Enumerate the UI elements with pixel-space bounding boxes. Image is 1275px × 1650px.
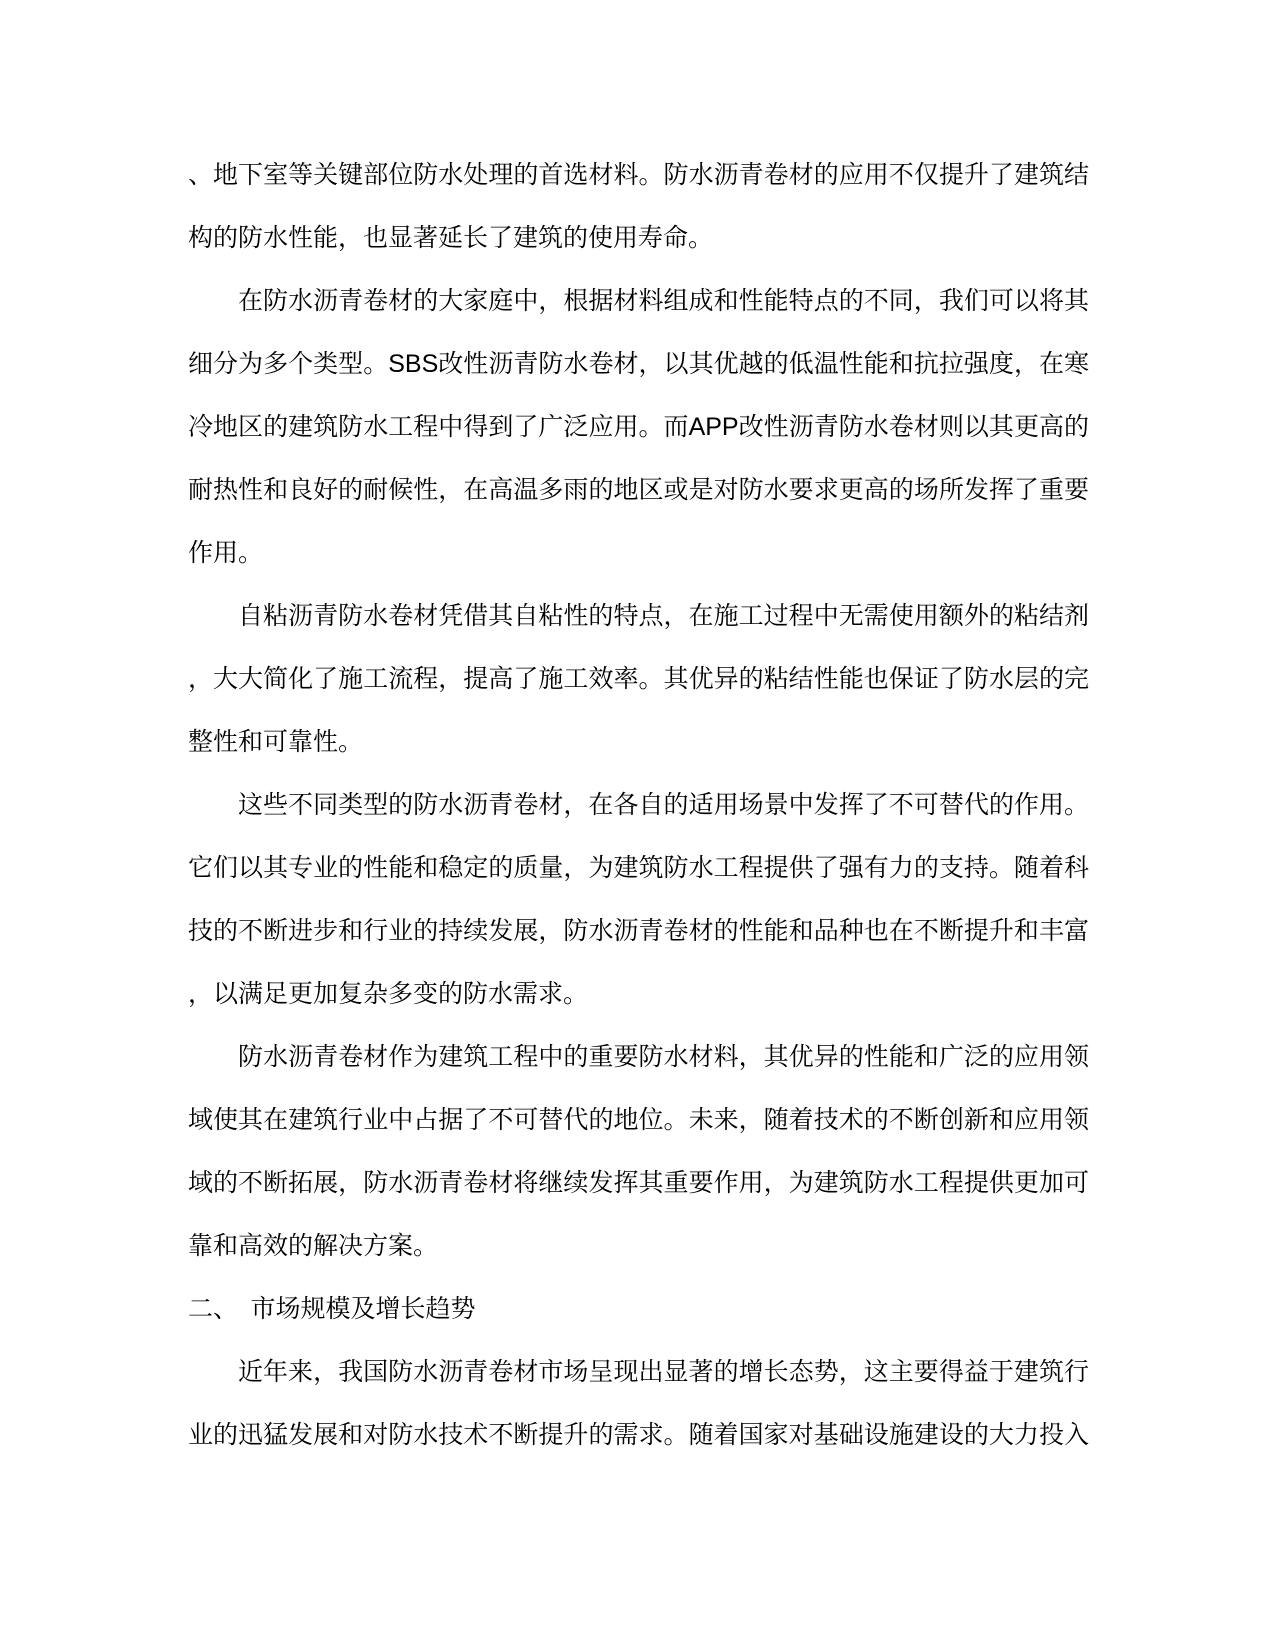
text-line: 靠和高效的解决方案。 (188, 1232, 439, 1260)
text-line: 近年来，我国防水沥青卷材市场呈现出显著的增长态势，这主要得益于建筑行 (238, 1358, 1089, 1386)
text-line: 耐热性和良好的耐候性，在高温多雨的地区或是对防水要求更高的场所发挥了重要 (188, 476, 1089, 504)
paragraph (188, 1026, 1089, 1278)
paragraph (188, 1341, 1089, 1467)
text-line: 域使其在建筑行业中占据了不可替代的地位。未来，随着技术的不断创新和应用领 (188, 1106, 1089, 1134)
paragraph (188, 144, 1089, 270)
text-line: 整性和可靠性。 (188, 728, 364, 756)
text-line: ，大大简化了施工流程，提高了施工效率。其优异的粘结性能也保证了防水层的完 (188, 665, 1089, 693)
section (188, 1278, 1089, 1341)
text-line: 这些不同类型的防水沥青卷材，在各自的适用场景中发挥了不可替代的作用。 (238, 791, 1089, 819)
text-line: 在防水沥青卷材的大家庭中，根据材料组成和性能特点的不同，我们可以将其 (238, 287, 1089, 315)
text-block (188, 144, 1089, 1467)
paragraph (188, 270, 1089, 585)
text-line: 构的防水性能，也显著延长了建筑的使用寿命。 (188, 224, 714, 252)
section-heading: 二、 市场规模及增长趋势 (188, 1295, 476, 1323)
text-line: 细分为多个类型。SBS改性沥青防水卷材，以其优越的低温性能和抗拉强度，在寒 (188, 350, 1089, 378)
text-line: 、地下室等关键部位防水处理的首选材料。防水沥青卷材的应用不仅提升了建筑结 (188, 161, 1089, 189)
text-line: 防水沥青卷材作为建筑工程中的重要防水材料，其优异的性能和广泛的应用领 (238, 1043, 1089, 1071)
text-line: 域的不断拓展，防水沥青卷材将继续发挥其重要作用，为建筑防水工程提供更加可 (188, 1169, 1089, 1197)
text-line: 业的迅猛发展和对防水技术不断提升的需求。随着国家对基础设施建设的大力投入 (188, 1421, 1089, 1449)
text-line: 作用。 (188, 539, 264, 567)
text-line: 它们以其专业的性能和稳定的质量，为建筑防水工程提供了强有力的支持。随着科 (188, 854, 1089, 882)
text-line: 技的不断进步和行业的持续发展，防水沥青卷材的性能和品种也在不断提升和丰富 (188, 917, 1089, 945)
paragraph (188, 774, 1089, 1026)
text-line: 冷地区的建筑防水工程中得到了广泛应用。而APP改性沥青防水卷材则以其更高的 (188, 413, 1089, 441)
paragraph (188, 585, 1089, 774)
text-line: ，以满足更加复杂多变的防水需求。 (188, 980, 589, 1008)
text-line: 自粘沥青防水卷材凭借其自粘性的特点，在施工过程中无需使用额外的粘结剂 (238, 602, 1089, 630)
